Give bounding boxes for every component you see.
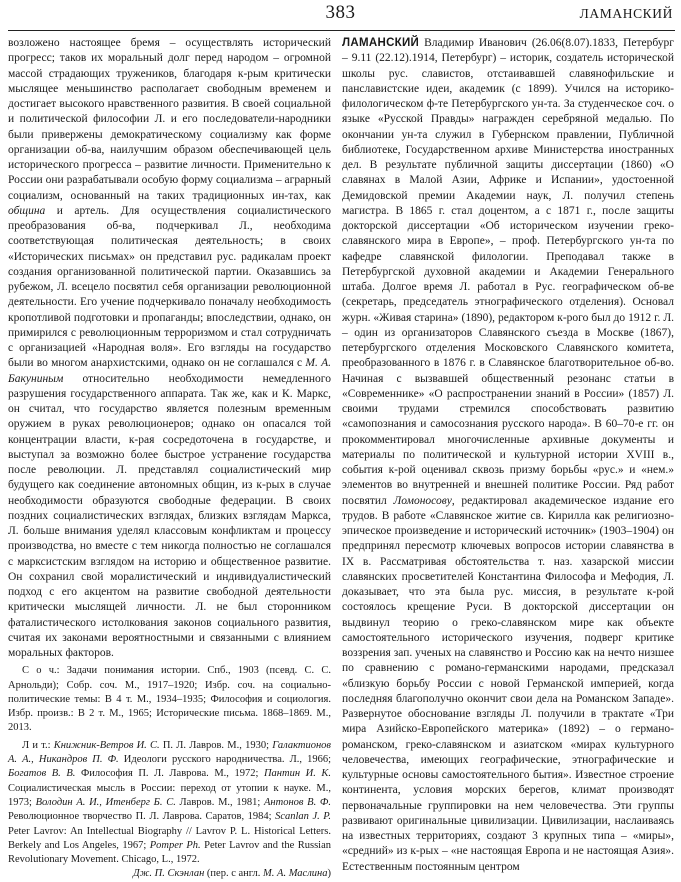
lavrov-article-continuation: возложено настоящее бремя – осуществлять исторический прогресс; таков их моральный долг перед народом – огромной массой страдающих тружеников, благодаря к-рым критически мыслящее меньшинство располагает свободным временем и достигает высокого нравственного развития. В своей социальной и политической философии Л. и его последователи-народники были привержены демократическому социализму как форме организации об-ва, наилучшим образом обеспечивающей цель исторического прогресса – развитие личности. Применительно к России они разрабатывали особую форму социализма – аграрный социализм, основанный на таких традиционных ин-тах, как община и артель. Для осуществления социалистического преобразования об-ва, подчеркивал Л., необходима соответствующая политическая деятельность; в своих «Исторических письмах» он представил рус. радикалам проект создания организованной политической партии. Оказавшись за рубежом, Л. всецело посвятил себя организации революционной деятельности. Его учение подчеркивало поначалу необходимость кропотливой подготовки и пропаганды; впоследствии, однако, он примирился с революционным терроризмом и стал сотрудничать с организацией «Народная воля». Его взгляды на государство были во многом анархистскими, однако он не соглашался с М. А. Бакуниным относительно необходимости немедленного разрушения государственного аппарата. Так же, как и К. Маркс, он считал, что государство является полезным временным оружием в руках революционеров; однако он опасался той концентрации власти, к-рая сосредоточена в государстве, и выступал за возможно более быстрое устранение государства после революции. Л. представлял социалистический мир будущего как соединение автономных общин, из к-рых в случае необходимости образуются свободные федерации. В своих поздних социалистических взглядах, близких взглядам Маркса, Л. больше внимания уделял классовым конфликтам и процессу производства, но вместе с тем никогда полностью не соглашался с марксистским взглядом на историю и общественное развитие. Он сохранил свой моралистический и индивидуалистический подход с его акцентом на развитие свободной деятельности критически мыслящей личности. Л. не был сторонником фаталистического истолкования законов социального развития, считая их законами вероятностными и связанными с влиянием моральных факторов. (8, 37, 331, 659)
left-column (8, 36, 332, 880)
page-number: 383 (325, 2, 356, 23)
author-signature: Дж. П. Скэнлан (пер. с англ. М. А. Маслина) (132, 868, 331, 880)
header-rule (8, 30, 675, 31)
running-head: ЛАМАНСКИЙ (579, 6, 673, 21)
lamansky-article: ЛАМАНСКИЙ Владимир Иванович (26.06(8.07).1833, Петербург – 9.11 (22.12).1914, Петербург) – историк, создатель исторической школы рус. славистов, отстаивавшей славянофильские и панславистские идеи, академик (с 1899). Учился на историко-филологическом ф-те Петербургского ун-та. За студенческое соч. о языке «Русской Правды» награжден серебряной медалью. По окончании ун-та служил в Губернском правлении, Публичной библиотеке, Государственном архиве Министерства иностранных дел. В результате публичной защиты диссертации (1860) «О славянах в Малой Азии, Африке и Испании», удостоенной Демидовской премии Академии наук, Л. получил степень магистра. В 1865 г. стал доцентом, а с 1871 г., после защиты докторской диссертации «Об историческом изучении греко-славянского мира в Европе», – проф. Петербургского ун-та по кафедре славянской филологии. Преподавал также в Петербургской духовной академии и Академии Генерального штаба. Долгое время Л. работал в Рус. географическом об-ве (секретарь, председатель этнографического отделения). Основал журн. «Живая старина» (1890), редактором к-рого был до 1912 г. Л. – один из организаторов Славянского съезда в Москве (1867), петербургского отделения Московского Славянского комитета, преобразованного в 1876 г. в Славянское благотворительное об-во. Начиная с вызвавшей общественный резонанс статьи в «Современнике» «О распространении знаний в России» (1857) Л. своими трудами стремился способствовать развитию «самопознания и самосознания русского народа». В 60–70-е гг. он прокомментировал многочисленные архивные документы и материалы по политической и культурной истории XVIII в., события к-рой оценивал сквозь призму борьбы «рус.» и «нем.» элементов во внутренней и внешней политике России. Ряд работ посвятил Ломоносову, редактировал академическое издание его трудов. В работе «Славянское житие св. Кирилла как религиозно-эпическое произведение и исторический источник» (1903–1904) он предпринял пересмотр ключевых вопросов истории славянства в IX в. Рассматривая обстоятельства т. наз. хазарской миссии славянских просветителей Константина Философа и Мефодия, Л. доказывает, что эта была рус. миссия, в результате к-рой состоялось крещение Руси. В докторской диссертации он выдвинул теорию о греко-славянском мире как объекте самостоятельного исторического изучения, подверг критике воззрения зап. ученых на славянство и Россию как на нечто низшее по сравнению с романо-германскими народами, предсказал «близкую борьбу России с новой Германской империей, когда последняя благополучно окончит свои дела на Романском Западе». Развернутое обоснование взгляды Л. получили в трактате «Три мира Азийско-Европейского материка» (1892) – о германо-романском, греко-славянском и азиатском «мирах культурного человечества, имеющих географические, этнографические и культурные основы самостоятельного бытия». Известное строение континента, условия морских берегов, климат производят первоначальные группировки на нем человечества. Эти группы развивают оригинальные цивилизации. Цивилизации, наслаиваясь на известных территориях, создают 3 крупных типа – «миры», «средний» из к-рых – «не настоящая Европа и не настоящая Азия». Естественным постоянным центром (342, 37, 674, 873)
page-header (0, 0, 681, 26)
works-bibliography: С о ч.: Задачи понимания истории. Спб., 1903 (псевд. С. С. Арнольди); Собр. соч. М., 1917–1920; Избр. соч. на социально-политические темы: В 4 т. М., 1934–1935; Философия и социология. Избр. произв.: В 2 т. М., 1965; Исторические письма. 1868–1869. М., 2013. (8, 665, 332, 734)
right-column (342, 36, 674, 873)
literature-bibliography: Л и т.: Книжник-Ветров И. С. П. Л. Лавров. М., 1930; Галактионов А. А., Никандров П. Ф. Идеологи русского народничества. Л., 1966; Богатов В. В. Философия П. Л. Лаврова. М., 1972; Пантин И. К. Социалистическая мысль в России: переход от утопии к науке. М., 1973; Володин А. И., Итенберг Б. С. Лавров. М., 1981; Антонов В. Ф. Революционное творчество П. Л. Лаврова. Саратов, 1984; Scanlan J. P. Peter Lavrov: An Intellectual Biography // Lavrov P. L. Historical Letters. Berkely and Los Angeles, 1967; Pomper Ph. Peter Lavrov and the Russian Revolutionary Movement. Chicago, L., 1972. (8, 739, 331, 866)
entry-headword: ЛАМАНСКИЙ (342, 37, 420, 49)
